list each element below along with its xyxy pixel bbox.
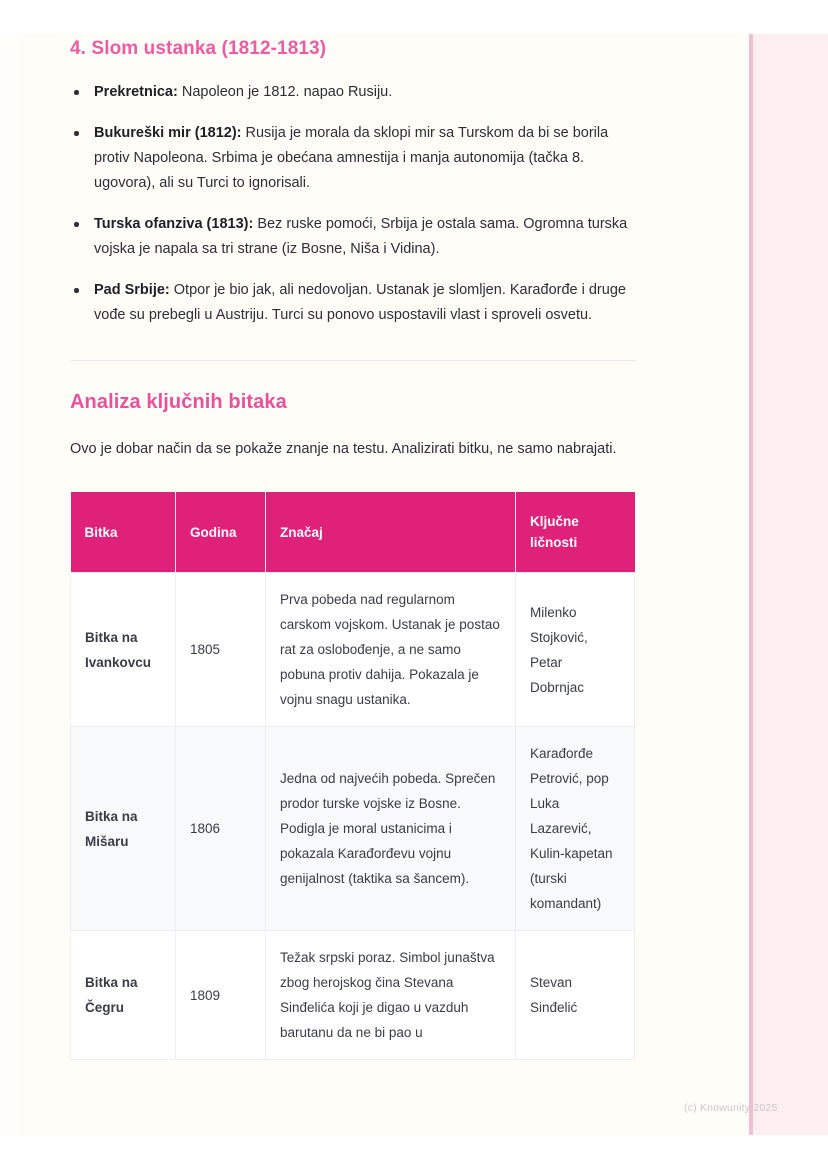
cell-significance: Prva pobeda nad regularnom carskom vojskom. Ustanak je postao rat za oslobođenje, a ne samo pobuna protiv dahija. Pokazala je vojnu snagu ustanika. — [266, 573, 516, 727]
list-item — [70, 80, 636, 105]
list-item-lead: Pad Srbije: — [94, 282, 170, 298]
table-row — [71, 931, 635, 1060]
cell-significance: Jedna od najvećih pobeda. Sprečen prodor turske vojske iz Bosne. Podigla je moral ustanicima i pokazala Karađorđevu vojnu genijalnost (taktika sa šancem). — [266, 727, 516, 931]
list-item — [70, 212, 636, 262]
table-column-header-year: Godina — [176, 492, 266, 573]
pink-edge-panel — [752, 33, 828, 1135]
list-item — [70, 121, 636, 196]
analysis-intro-paragraph: Ovo je dobar način da se pokaže znanje na testu. Analizirati bitku, ne samo nabrajati. — [70, 441, 617, 457]
list-item-text: Rusija je morala da sklopi mir sa Turskom da bi se borila protiv Napoleona. Srbima je obećana amnestija i manja autonomija (tačka 8. ugovora), ali su Turci to ignorisali. — [94, 125, 609, 191]
sheet-bottom-margin — [0, 1136, 828, 1171]
list-item-text: Otpor je bio jak, ali nedovoljan. Ustanak je slomljen. Karađorđe i druge vođe su prebegli u Austriju. Turci su ponovo uspostavili vlast i sproveli osvetu. — [94, 282, 626, 323]
cell-battle: Bitka na Ivankovcu — [71, 573, 176, 727]
section-heading-analysis: Analiza ključnih bitaka — [70, 391, 287, 413]
copyright-watermark: (c) Knowunity 2025 — [684, 1102, 778, 1114]
section-divider — [70, 360, 636, 361]
list-item-text: Napoleon je 1812. napao Rusiju. — [177, 84, 393, 100]
cell-people: Stevan Sinđelić — [516, 931, 635, 1060]
table-header-row — [71, 492, 635, 573]
document-content — [70, 36, 636, 1060]
cell-year: 1806 — [176, 727, 266, 931]
cell-people: Milenko Stojković, Petar Dobrnjac — [516, 573, 635, 727]
table-column-header-significance: Značaj — [266, 492, 516, 573]
cell-year: 1809 — [176, 931, 266, 1060]
cell-people: Karađorđe Petrović, pop Luka Lazarević, Kulin-kapetan (turski komandant) — [516, 727, 635, 931]
table-row — [71, 727, 635, 931]
table-row — [71, 573, 635, 727]
table-column-header-people: Ključne ličnosti — [516, 492, 635, 573]
cell-significance: Težak srpski poraz. Simbol junaštva zbog herojskog čina Stevana Sinđelića koji je digao u vazduh barutanu da ne bi pao u — [266, 931, 516, 1060]
list-item-lead: Bukureški mir (1812): — [94, 125, 242, 141]
list-item-lead: Turska ofanziva (1813): — [94, 216, 254, 232]
cell-year: 1805 — [176, 573, 266, 727]
section-heading-collapse: 4. Slom ustanka (1812-1813) — [70, 38, 327, 59]
list-item-lead: Prekretnica: — [94, 84, 178, 100]
sheet-top-margin — [0, 0, 828, 34]
cell-battle: Bitka na Čegru — [71, 931, 176, 1060]
pink-edge-rule — [749, 33, 753, 1135]
battles-table — [70, 492, 635, 1060]
list-item — [70, 278, 636, 328]
table-column-header-battle: Bitka — [71, 492, 176, 573]
collapse-bullet-list — [70, 80, 636, 328]
cell-battle: Bitka na Mišaru — [71, 727, 176, 931]
list-item-text: Bez ruske pomoći, Srbija je ostala sama. Ogromna turska vojska je napala sa tri strane (iz Bosne, Niša i Vidina). — [94, 216, 628, 257]
